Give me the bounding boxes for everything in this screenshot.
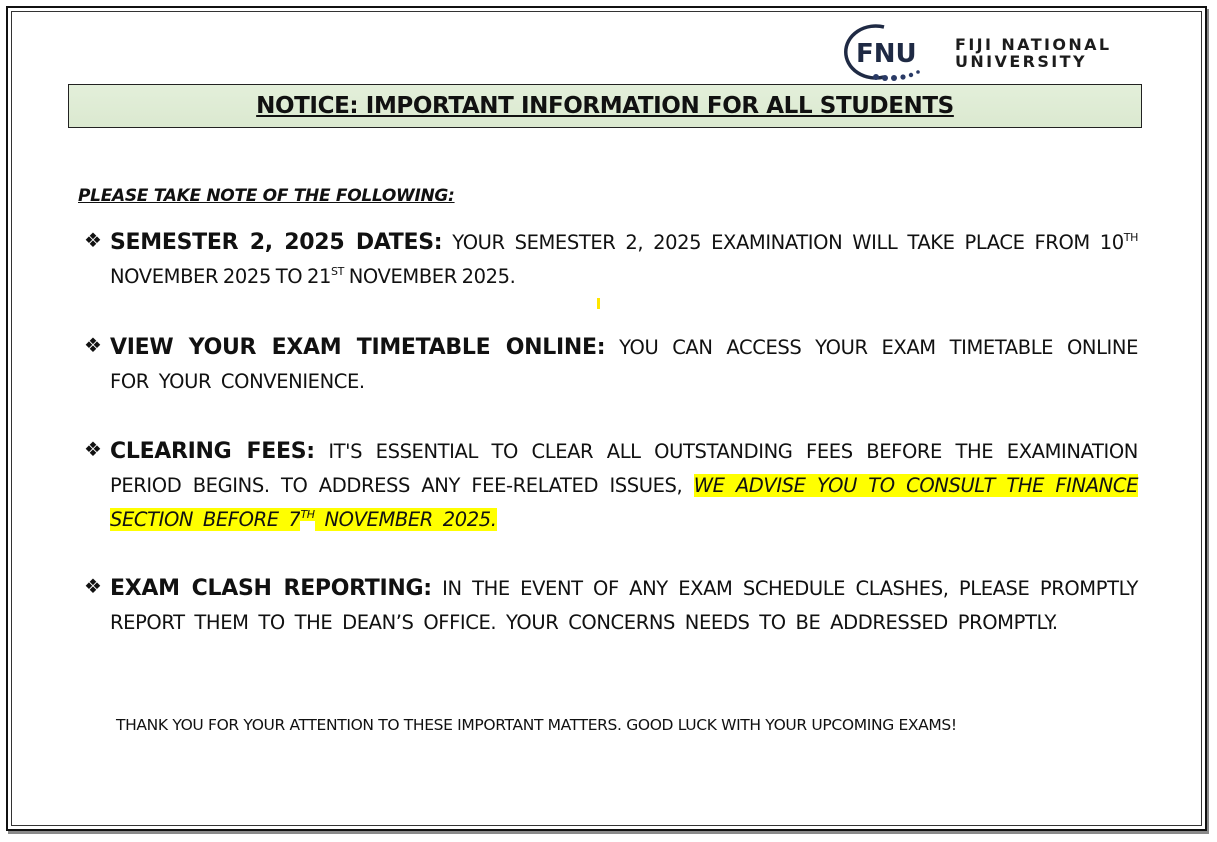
notice-item-body: YOU CAN ACCESS YOUR EXAM TIMETABLE ONLINE FOR YOUR CONVENIENCE.	[110, 336, 1139, 393]
superscript: ST	[331, 265, 344, 278]
notice-item-text	[110, 435, 1138, 537]
diamond-bullet-icon: ❖	[84, 574, 102, 598]
fnu-logo-icon	[840, 20, 940, 84]
notice-item-exam-clash	[84, 572, 1138, 640]
university-name-line2: UNIVERSITY	[955, 52, 1087, 71]
fnu-logo	[840, 20, 1140, 84]
notice-item-text	[110, 226, 1138, 294]
notice-item-semester-dates	[84, 226, 1138, 294]
diamond-bullet-icon: ❖	[84, 437, 102, 461]
university-name	[955, 36, 1112, 70]
notice-item-text	[110, 331, 1138, 399]
diamond-bullet-icon: ❖	[84, 333, 102, 357]
highlighted-deadline-text: WE ADVISE YOU TO CONSULT THE FINANCE SECTION BEFORE 7	[110, 474, 1138, 531]
notice-footer: THANK YOU FOR YOUR ATTENTION TO THESE IMPORTANT MATTERS. GOOD LUCK WITH YOUR UPCOMING EXAMS!	[116, 716, 957, 734]
notice-item-body: NOVEMBER 2025.	[343, 265, 516, 288]
notice-item-body: YOUR SEMESTER 2, 2025 EXAMINATION WILL TAKE PLACE FROM 10	[442, 231, 1124, 254]
notice-item-text	[110, 572, 1138, 640]
notice-item-body: NOVEMBER 2025 TO 21	[110, 265, 332, 288]
superscript: TH	[1123, 231, 1138, 244]
notice-title: NOTICE: IMPORTANT INFORMATION FOR ALL STUDENTS	[256, 93, 954, 119]
notice-item-heading: VIEW YOUR EXAM TIMETABLE ONLINE:	[110, 335, 606, 360]
superscript: TH	[300, 508, 315, 521]
diamond-bullet-icon: ❖	[84, 228, 102, 252]
university-name-line1: FIJI NATIONAL	[955, 35, 1112, 54]
notice-item-body: IN THE EVENT OF ANY EXAM SCHEDULE CLASHES, PLEASE PROMPTLY REPORT THEM TO THE DEAN’S OFFICE. YOUR CONCERNS NEEDS TO BE ADDRESSED PROMPTLY.	[110, 577, 1138, 634]
notice-item-timetable	[84, 331, 1138, 399]
notice-title-band	[68, 84, 1142, 128]
notice-item-heading: SEMESTER 2, 2025 DATES:	[110, 230, 443, 255]
notice-subhead: PLEASE TAKE NOTE OF THE FOLLOWING:	[78, 186, 455, 206]
text-cursor-mark	[597, 298, 600, 309]
highlighted-deadline-text: NOVEMBER 2025.	[314, 508, 497, 531]
logo-mark-text: FNU	[856, 39, 917, 69]
notice-item-body: IT'S ESSENTIAL TO CLEAR ALL OUTSTANDING FEES BEFORE THE EXAMINATION PERIOD BEGINS. TO ADDRESS ANY FEE-RELATED ISSUES,	[110, 440, 1138, 497]
notice-item-clearing-fees	[84, 435, 1138, 537]
document-inner-border	[11, 11, 1202, 826]
notice-item-heading: EXAM CLASH REPORTING:	[110, 576, 432, 601]
document-frame	[6, 6, 1207, 831]
notice-item-heading: CLEARING FEES:	[110, 439, 315, 464]
